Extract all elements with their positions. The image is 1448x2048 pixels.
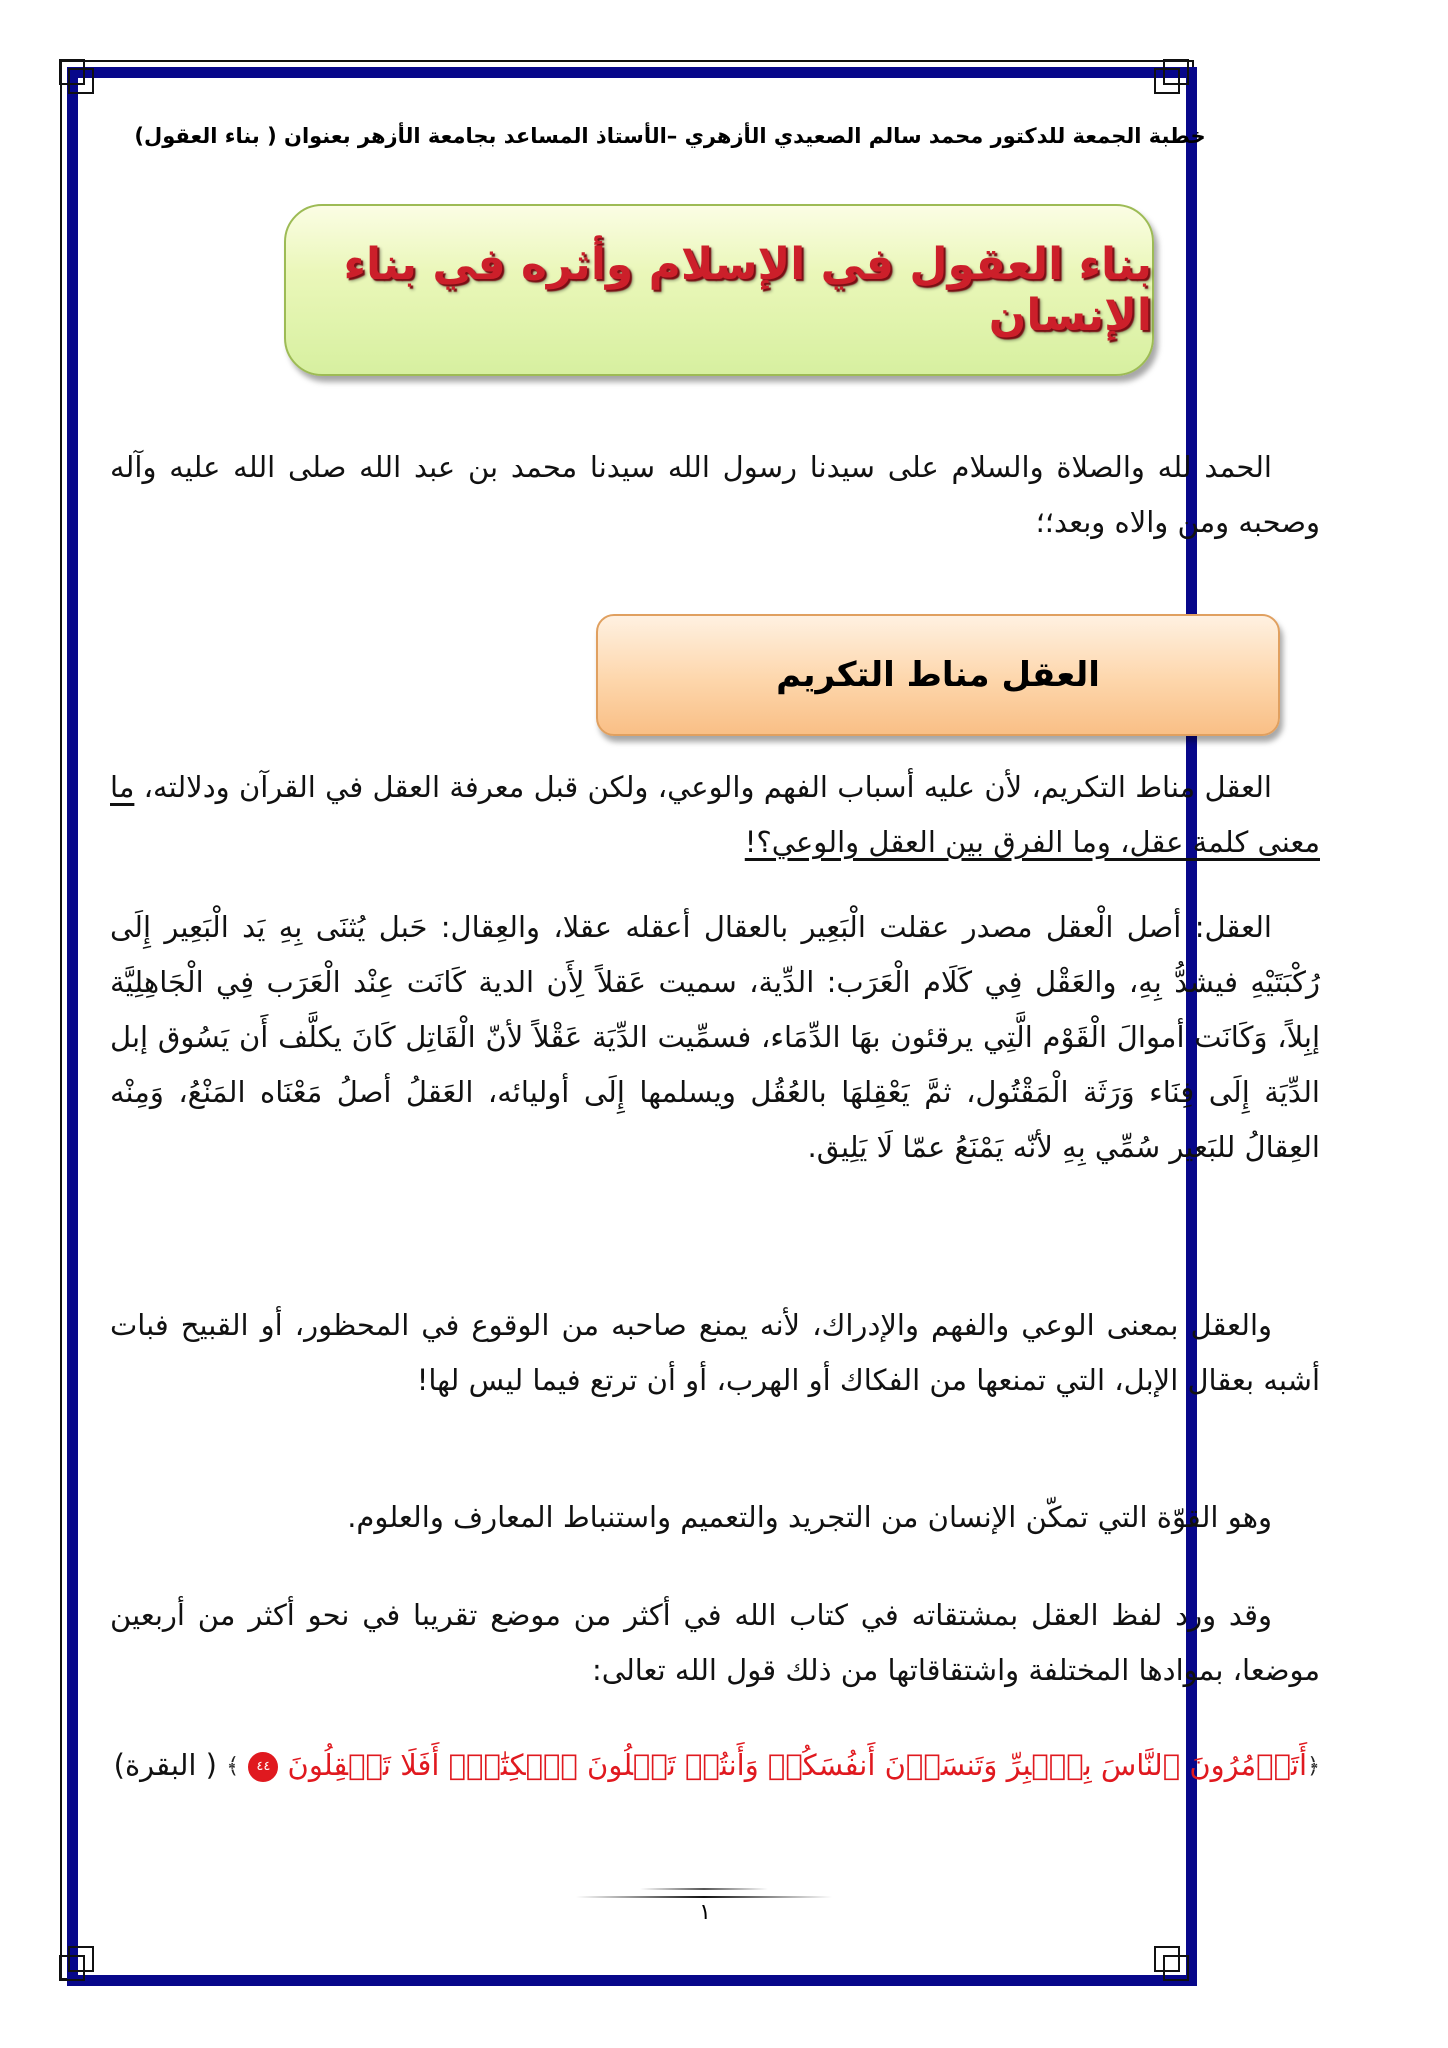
section-heading: العقل مناط التكريم — [776, 655, 1100, 695]
ayah-number-marker: ٤٤ — [248, 1752, 278, 1782]
intro-text: الحمد لله والصلاة والسلام على سيدنا رسول الله سيدنا محمد بن عبد الله صلى الله عليه وآله وصحبه ومن والاه وبعد؛؛ — [110, 450, 1320, 539]
footer-divider-top — [640, 1888, 768, 1890]
paragraph-4 — [110, 1490, 1320, 1545]
surah-reference: ( البقرة) — [113, 1748, 217, 1782]
paragraph-1 — [110, 760, 1320, 870]
page-number: ١ — [699, 1900, 711, 1925]
paragraph-1-question: ما معنى كلمة عقل، وما الفرق بين العقل والوعي؟! — [110, 770, 1320, 859]
document-title: بناء العقول في الإسلام وأثره في بناء الإنسان — [343, 239, 1152, 341]
paragraph-1-text: العقل مناط التكريم، لأن عليه أسباب الفهم والوعي، ولكن قبل معرفة العقل في القرآن ودلالته، — [134, 770, 1272, 804]
paragraph-2 — [110, 900, 1320, 1175]
title-banner — [284, 204, 1154, 376]
intro-paragraph — [110, 440, 1320, 550]
document-header: خطبة الجمعة للدكتور محمد سالم الصعيدي الأزهري –الأستاذ المساعد بجامعة الأزهر بعنوان ( بناء العقول) — [134, 124, 1206, 148]
quran-verse — [113, 1740, 1320, 1792]
corner-ornament-top-right-inner — [1154, 68, 1180, 94]
corner-ornament-top-left-inner — [68, 68, 94, 94]
section-heading-box — [596, 614, 1280, 736]
corner-ornament-bottom-right-inner — [1154, 1946, 1180, 1972]
paragraph-3-text: والعقل بمعنى الوعي والفهم والإدراك، لأنه يمنع صاحبه من الوقوع في المحظور، أو القبيح فبات أشبه بعقال الإبل، التي تمنعها من الفكاك أو الهرب، أو أن ترتع فيما ليس لها! — [110, 1308, 1320, 1397]
ornate-bracket-open-icon: ﴿ — [1307, 1754, 1320, 1779]
paragraph-5-text: وقد ورد لفظ العقل بمشتقاته في كتاب الله في أكثر من موضع تقريبا في نحو أكثر من أربعين موضعا، بموادها المختلفة واشتقاقاتها من ذلك قول الله تعالى: — [110, 1598, 1320, 1687]
footer-divider — [576, 1896, 832, 1898]
paragraph-3 — [110, 1298, 1320, 1408]
corner-ornament-bottom-left-inner — [68, 1946, 94, 1972]
paragraph-5 — [110, 1588, 1320, 1698]
ornate-bracket-close-icon: ﴾ — [226, 1754, 240, 1779]
paragraph-4-text: وهو القوّة التي تمكّن الإنسان من التجريد والتعميم واستنباط المعارف والعلوم. — [347, 1500, 1272, 1534]
quran-verse-text: أَتَأۡمُرُونَ ٱلنَّاسَ بِٱلۡبِرِّ وَتَنسَوۡنَ أَنفُسَكُمۡ وَأَنتُمۡ تَتۡلُونَ ٱلۡكِتَٰبَۚ أَفَلَا تَعۡقِلُونَ — [287, 1748, 1308, 1782]
paragraph-2-text: العقل: أصل الْعقل مصدر عقلت الْبَعِير بالعقال أعقله عقلا، والعِقال: حَبل يُثنَى بِهِ يَد الْبَعِير إِلَى رُكْبَتَيْهِ فيشدُّ بِهِ، والعَقْل فِي كَلَام الْعَرَب: الدِّية، سميت عَقلاً لِأَن الدية كَانَت عِنْد الْعَرَب فِي الْجَاهِلِيَّة إبِلاً، وَكَانَت أموالَ الْقَوْم الَّتِي يرقئون بهَا الدِّمَاء، فسمِّيت الدِّيَة عَقْلاً لأنّ الْقَاتِل كَانَ يكلَّف أَن يَسُوق إبل الدِّيَة إِلَى فِنَاء وَرَثَة الْمَقْتُول، ثمَّ يَعْقِلهَا بالعُقُل ويسلمها إِلَى أوليائه، العَقلُ أصلُ مَعْنَاه المَنْعُ، وَمِنْه العِقالُ للبَعير سُمِّي بِهِ لأنّه يَمْنَعُ عمّا لَا يَلِيق. — [110, 910, 1320, 1164]
